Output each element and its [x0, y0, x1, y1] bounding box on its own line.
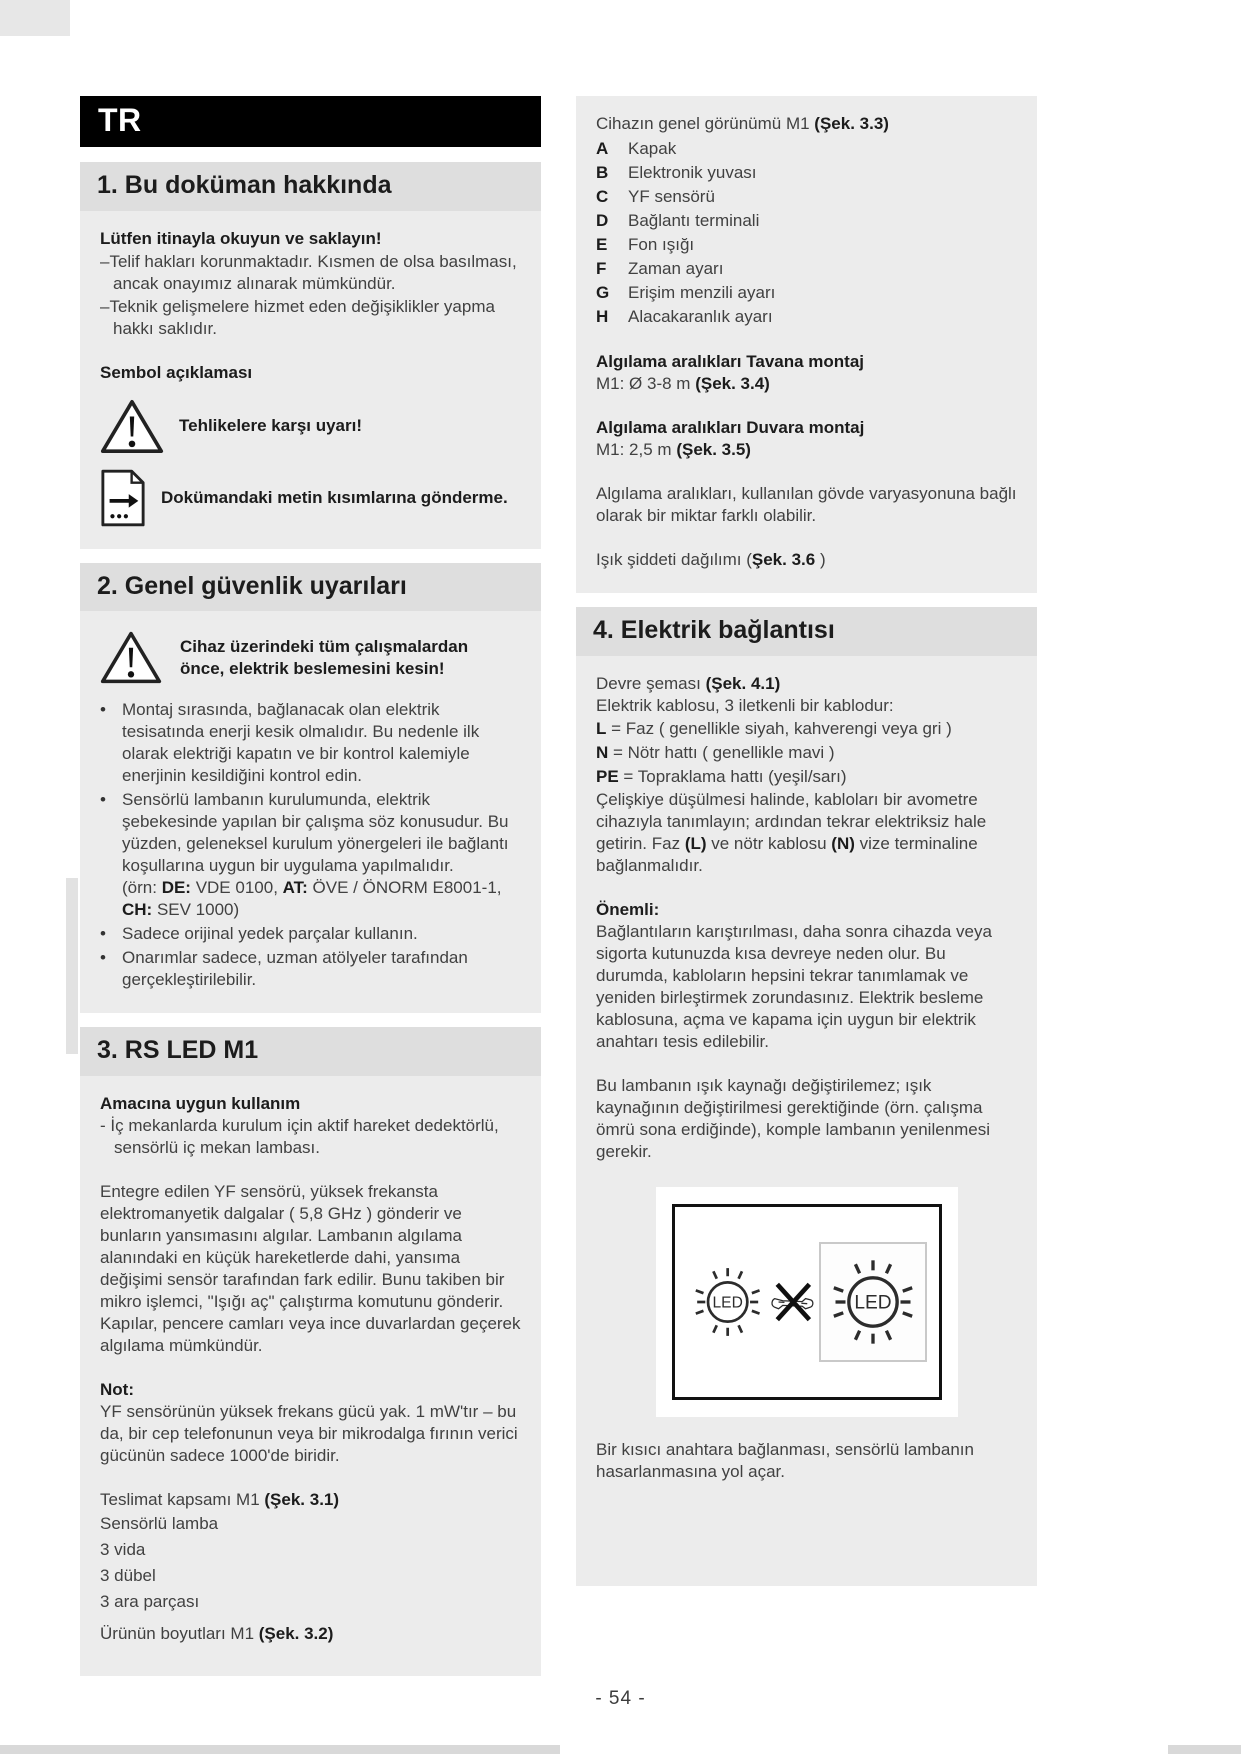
- device-part: A Kapak: [596, 139, 677, 158]
- important-heading: Önemli:: [596, 899, 660, 919]
- wall-range-value: M1: 2,5 m (Şek. 3.5): [596, 440, 751, 459]
- bullet-text: Sadece orijinal yedek parçalar kullanın.: [122, 924, 418, 943]
- section-4-title: 4. Elektrik bağlantısı: [576, 607, 1037, 656]
- note-heading: Not:: [100, 1379, 134, 1399]
- svg-text:LED: LED: [854, 1292, 892, 1314]
- safety-bullet: • Sadece orijinal yedek parçalar kullanın.: [100, 924, 418, 943]
- figure-ref: (Şek. 3.2): [258, 1623, 334, 1643]
- warning-symbol-label: Tehlikelere karşı uyarı!: [179, 416, 363, 435]
- intended-use-item: - İç mekanlarda kurulum için aktif hareket dedektörlü, sensörlü iç mekan lambası.: [100, 1115, 499, 1157]
- range-variance-note: Algılama aralıkları, kullanılan gövde varyasyonuna bağlı olarak bir miktar farklı olabilir.: [596, 484, 1017, 525]
- warning-triangle-icon: [100, 398, 164, 455]
- allowed-led-box: [819, 1242, 927, 1362]
- scan-artifact: [1168, 1745, 1241, 1754]
- section-about-document: [80, 162, 541, 549]
- bullet-text: Montaj sırasında, bağlanacak olan elektrik tesisatında enerji kesik olmalıdır. Bu nedenle ilk olarak elektriği kapatın ve bir kontrol kalemiyle enerjinin kesildiğini kontrol edin.: [122, 700, 480, 785]
- note-text: YF sensörünün yüksek frekans gücü yak. 1 mW'tır – bu da, bir cep telefonunun veya bir mikrodalga fırının verici gücünün sadece 1000'de biridir.: [100, 1401, 518, 1465]
- left-column: [80, 96, 541, 1690]
- product-dimensions-line: Ürünün boyutları M1 (Şek. 3.2): [100, 1623, 334, 1643]
- figure-ref: (Şek. 3.4): [695, 374, 770, 393]
- wire-identify-note: Çelişkiye düşülmesi halinde, kabloları bir avometre cihazıyla tanımlayın; ardından tekrar elektriksiz hale getirin. Faz (L) ve nötr kablosu (N) vize terminaline bağlanmalıdır.: [596, 789, 987, 875]
- circuit-diagram-line: Devre şeması (Şek. 4.1): [596, 673, 781, 693]
- device-overview: [576, 96, 1037, 593]
- wire-earth: PE = Topraklama hattı (yeşil/sarı): [596, 766, 847, 786]
- device-part: F Zaman ayarı: [596, 259, 724, 278]
- delivery-item: 3 dübel: [100, 1565, 156, 1585]
- safety-bullet: • Sensörlü lambanın kurulumunda, elektrik şebekesinde yapılan bir çalışma söz konusudur. Bu yüzden, geleneksel kurulum yönergeleri ile bağlantı koşullarına uygun bir uygulama yapılmalıdır. (örn: DE: VDE 0100, AT: ÖVE / ÖNORM E8001-1, CH: SEV 1000): [100, 789, 523, 921]
- disconnect-warning-row: [100, 630, 523, 685]
- device-part: B Elektronik yuvası: [596, 163, 757, 182]
- light-source-note: Bu lambanın ışık kaynağı değiştirilemez; ışık kaynağının değiştirilmesi gerektiğinde (örn. çalışma ömrü sona erdiğinde), komple lambanın yenilenmesi gerekir.: [596, 1075, 991, 1161]
- right-column: [576, 96, 1037, 1600]
- scan-artifact: [0, 0, 70, 36]
- scan-artifact: [66, 878, 78, 1054]
- light-intensity-line: Işık şiddeti dağılımı (Şek. 3.6 ): [596, 550, 826, 569]
- changes-note: –Teknik gelişmelere hizmet eden değişiklikler yapma hakkı saklıdır.: [100, 296, 495, 338]
- dimmer-warning: Bir kısıcı anahtara bağlanması, sensörlü lambanın hasarlanmasına yol açar.: [596, 1439, 974, 1481]
- wall-range-heading: Algılama aralıkları Duvara montaj: [596, 418, 865, 437]
- disconnect-warning-label: Cihaz üzerindeki tüm çalışmalardan önce, elektrik beslemesini kesin!: [180, 636, 469, 678]
- section-product: [80, 1027, 541, 1676]
- figure-ref: (Şek. 4.1): [705, 673, 781, 693]
- bullet-text: Sensörlü lambanın kurulumunda, elektrik şebekesinde yapılan bir çalışma söz konusudur. Bu yüzden, geleneksel kurulum yönergeleri ile bağlantı koşullarına uygun bir uygulama yapılmalıdır. (örn: DE: VDE 0100, AT: ÖVE / ÖNORM E8001-1, CH: SEV 1000): [122, 789, 523, 921]
- section-3-title: 3. RS LED M1: [80, 1027, 541, 1076]
- language-tag: TR: [98, 102, 142, 138]
- page-number: - 54 -: [595, 1688, 646, 1709]
- bullet-text: Onarımlar sadece, uzman atölyeler tarafından gerçekleştirilebilir.: [122, 948, 468, 989]
- sensor-description: Entegre edilen YF sensörü, yüksek frekansta elektromanyetik dalgalar ( 5,8 GHz ) gönderir ve bunların yansımasını algılar. Lambanın algılama alanındaki en küçük hareketlerde dahi, yansıma değişimi sensör tarafından fark edilir. Bunu takiben bir mikro işlemci, "Işığı aç" çalıştırma komutunu gönderir. Kapılar, pencere camları veya ince duvarlardan geçerek algılama mümkündür.: [100, 1181, 521, 1355]
- figure-ref: Şek. 3.6: [751, 550, 816, 569]
- device-part: G Erişim menzili ayarı: [596, 283, 776, 302]
- device-part: D Bağlantı terminali: [596, 211, 760, 230]
- delivery-item: Sensörlü lamba: [100, 1513, 219, 1533]
- intended-use-heading: Amacına uygun kullanım: [100, 1093, 301, 1113]
- led-replacement-figure: [656, 1187, 958, 1417]
- delivery-scope-line: Teslimat kapsamı M1 (Şek. 3.1): [100, 1489, 340, 1509]
- device-part: H Alacakaranlık ayarı: [596, 307, 773, 326]
- norm-references: (örn: DE: VDE 0100, AT: ÖVE / ÖNORM E8001-1, CH: SEV 1000): [122, 878, 502, 919]
- safety-bullet: • Onarımlar sadece, uzman atölyeler tarafından gerçekleştirilebilir.: [100, 947, 523, 991]
- svg-text:LED: LED: [712, 1293, 743, 1311]
- symbols-heading: Sembol açıklaması: [100, 362, 253, 382]
- section-safety: [80, 563, 541, 1014]
- led-lamp-icon: [687, 1249, 768, 1355]
- no-tools-icon: [768, 1266, 819, 1338]
- document-reference-icon: [100, 469, 146, 527]
- safety-bullet: • Montaj sırasında, bağlanacak olan elektrik tesisatında enerji kesik olmalıdır. Bu nedenle ilk olarak elektriği kapatın ve bir kontrol kalemiyle enerjinin kesildiğini kontrol edin.: [100, 699, 523, 787]
- symbol-warning-row: [100, 398, 523, 455]
- wire-phase: L = Faz ( genellikle siyah, kahverengi veya gri ): [596, 718, 952, 738]
- ceiling-range-heading: Algılama aralıkları Tavana montaj: [596, 352, 865, 371]
- symbol-reference-row: [100, 469, 523, 527]
- section-electrical: [576, 607, 1037, 1586]
- delivery-item: 3 vida: [100, 1539, 146, 1559]
- figure-ref: (Şek. 3.1): [264, 1489, 340, 1509]
- device-part: E Fon ışığı: [596, 235, 695, 254]
- delivery-item: 3 ara parçası: [100, 1591, 200, 1611]
- ceiling-range-value: M1: Ø 3-8 m (Şek. 3.4): [596, 374, 770, 393]
- scan-artifact: [0, 1745, 560, 1754]
- figure-ref: (Şek. 3.5): [676, 440, 751, 459]
- section-1-title: 1. Bu doküman hakkında: [80, 162, 541, 211]
- reference-symbol-label: Dokümandaki metin kısımlarına gönderme.: [161, 487, 508, 507]
- cable-line: Elektrik kablosu, 3 iletkenli bir kablodur:: [596, 695, 894, 715]
- led-lamp-icon: [823, 1252, 923, 1352]
- section-2-title: 2. Genel güvenlik uyarıları: [80, 563, 541, 612]
- wire-neutral: N = Nötr hattı ( genellikle mavi ): [596, 742, 835, 762]
- important-text: Bağlantıların karıştırılması, daha sonra cihazda veya sigorta kutunuzda kısa devreye neden olur. Bu durumda, kabloların hepsini tekrar tanımlamak ve yeniden birleştirmek zorundasınız. Elektrik besleme kablosuna, açma ve kapama için uygun bir elektrik anahtarı tesis edilebilir.: [596, 921, 992, 1051]
- overview-title: Cihazın genel görünümü M1 (Şek. 3.3): [596, 114, 889, 133]
- language-tag-bar: [80, 96, 541, 147]
- device-part: C YF sensörü: [596, 187, 715, 206]
- read-and-keep-heading: Lütfen itinayla okuyun ve saklayın!: [100, 228, 382, 248]
- figure-ref: (Şek. 3.3): [814, 114, 889, 133]
- device-parts-list: [596, 137, 1019, 329]
- warning-triangle-icon: [100, 630, 162, 685]
- copyright-note: –Telif hakları korunmaktadır. Kısmen de olsa basılması, ancak onayımız alınarak mümkündür.: [100, 251, 517, 293]
